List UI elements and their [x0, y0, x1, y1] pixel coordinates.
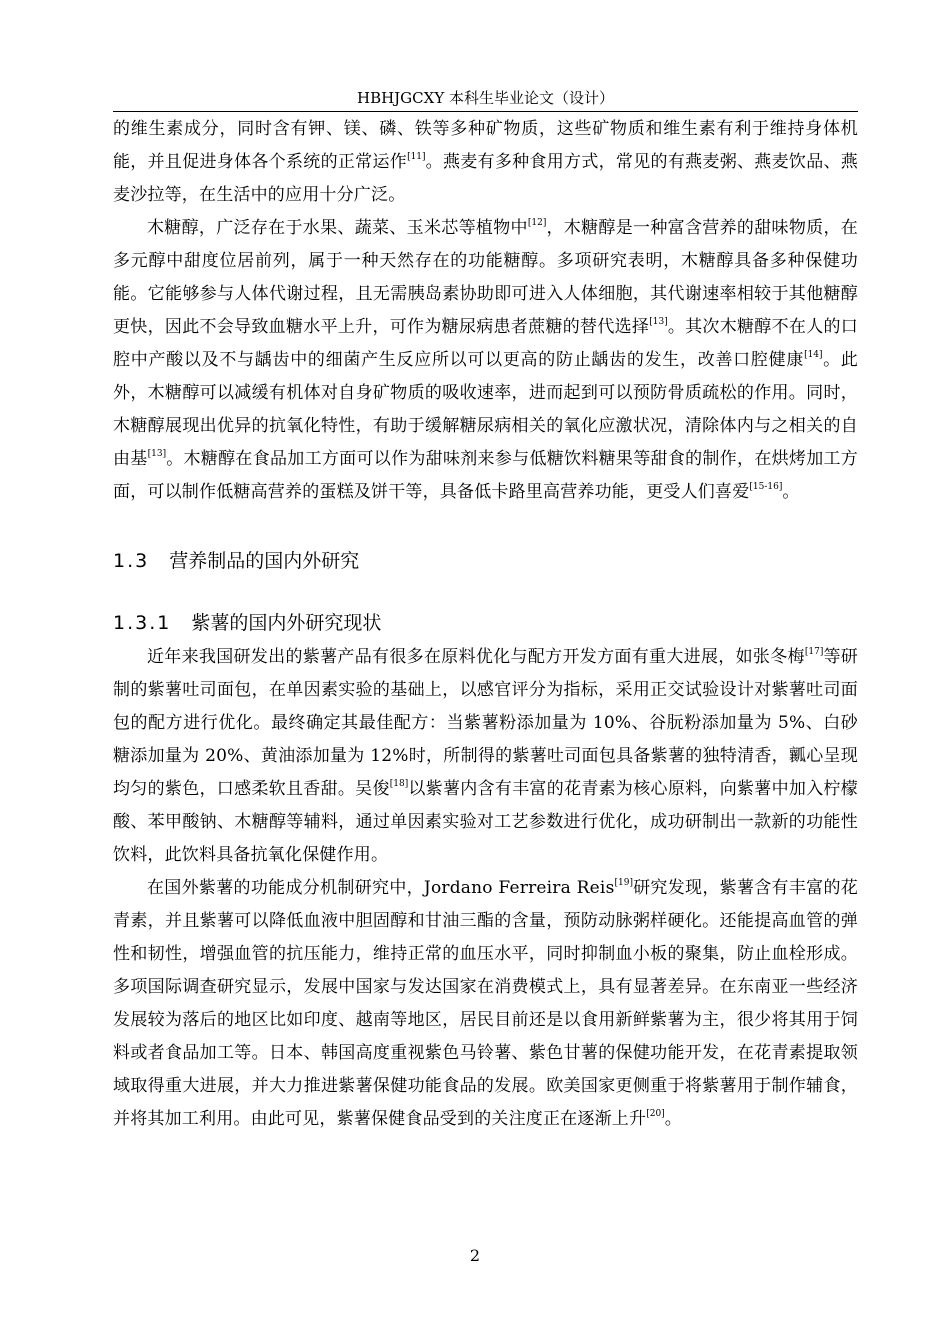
text-segment: 。此外，木糖醇可以减缓有机体对自身矿物质的吸收速率，进而起到可以预防骨质疏松的作用。同时，木糖醇展现出优异的抗氧化特性，有助于缓解糖尿病相关的氧化应激状况，清除体内与之相关的自由基 [113, 350, 858, 469]
paragraph-foreign-research [113, 872, 858, 1136]
text-segment: 。其次木糖醇不在人的口腔中产酸以及不与龋齿中的细菌产生反应所以可以更高的防止龋齿的发生，改善口腔健康 [113, 317, 858, 370]
citation-ref: [18] [389, 779, 409, 790]
section-title: 紫薯的国内外研究现状 [191, 612, 382, 634]
text-segment: 在国外紫薯的功能成分机制研究中，Jordano Ferreira Reis [147, 878, 615, 898]
text-segment: 的维生素成分，同时含有钾、镁、磷、铁等多种矿物质，这些矿物质和维生素有利于维持身体机能，并且促进身体各个系统的正常运作 [113, 119, 858, 172]
section-number: 1.3 [113, 550, 150, 572]
paragraph-xylitol [113, 212, 858, 509]
section-title: 营养制品的国内外研究 [169, 550, 360, 572]
text-segment: ，木糖醇是一种富含营养的甜味物质，在多元醇中甜度位居前列，属于一种天然存在的功能糖醇。多项研究表明，木糖醇具备多种保健功能。它能够参与人体代谢过程，且无需胰岛素协助即可进入人体细胞，其代谢速率相较于其他糖醇更快，因此不会导致血糖水平上升，可作为糖尿病患者蔗糖的替代选择 [113, 218, 858, 337]
page-number: 2 [469, 1246, 481, 1265]
citation-ref: [14] [804, 350, 823, 361]
text-segment: 近年来我国研发出的紫薯产品有很多在原料优化与配方开发方面有重大进展，如张冬梅 [147, 647, 805, 667]
text-segment: 。燕麦有多种食用方式，常见的有燕麦粥、燕麦饮品、燕麦沙拉等，在生活中的应用十分广泛。 [113, 152, 858, 205]
paragraph-domestic-research [113, 641, 858, 872]
body-text [113, 113, 858, 1136]
text-segment: 。 [664, 1109, 682, 1129]
text-segment: 等研制的紫薯吐司面包，在单因素实验的基础上，以感官评分为指标，采用正交试验设计对紫薯吐司面包的配方进行优化。最终确定其最佳配方：当紫薯粉添加量为 10%、谷朊粉添加量为 5%、白砂糖添加量为 20%、黄油添加量为 12%时，所制得的紫薯吐司面包具备紫薯的独特清香，瓤心呈现均匀的紫色，口感柔软且香甜。吴俊 [113, 647, 858, 799]
citation-ref: [12] [527, 218, 547, 229]
citation-ref: [15-16] [749, 482, 783, 493]
text-segment: 。 [782, 482, 800, 502]
header-rule [113, 111, 858, 112]
paragraph-oat-continued [113, 113, 858, 212]
section-heading-1-3 [113, 546, 858, 576]
citation-ref: [11] [407, 152, 426, 163]
text-segment: 木糖醇，广泛存在于水果、蔬菜、玉米芯等植物中 [147, 218, 528, 238]
citation-ref: [13] [649, 317, 668, 328]
text-segment: 研究发现，紫薯含有丰富的花青素，并且紫薯可以降低血液中胆固醇和甘油三酯的含量，预防动脉粥样硬化。还能提高血管的弹性和韧性，增强血管的抗压能力，维持正常的血压水平，同时抑制血小板的聚集，防止血栓形成。多项国际调查研究显示，发展中国家与发达国家在消费模式上，具有显著差异。在东南亚一些经济发展较为落后的地区比如印度、越南等地区，居民目前还是以食用新鲜紫薯为主，很少将其用于饲料或者食品加工等。日本、韩国高度重视紫色马铃薯、紫色甘薯的保健功能开发，在花青素提取领域取得重大进展，并大力推进紫薯保健功能食品的发展。欧美国家更侧重于将紫薯用于制作辅食，并将其加工利用。由此可见，紫薯保健食品受到的关注度正在逐渐上升 [113, 878, 858, 1129]
running-header: HBHJGCXY 本科生毕业论文（设计） [356, 89, 614, 107]
citation-ref: [17] [804, 647, 824, 658]
citation-ref: [20] [646, 1109, 665, 1120]
section-number: 1.3.1 [113, 612, 172, 634]
citation-ref: [13] [147, 449, 167, 460]
section-heading-1-3-1 [113, 608, 858, 638]
text-segment: 以紫薯内含有丰富的花青素为核心原料，向紫薯中加入柠檬酸、苯甲酸钠、木糖醇等辅料，通过单因素实验对工艺参数进行优化，成功研制出一款新的功能性饮料，此饮料具备抗氧化保健作用。 [113, 779, 858, 865]
text-segment: 。木糖醇在食品加工方面可以作为甜味剂来参与低糖饮料糖果等甜食的制作，在烘烤加工方面，可以制作低糖高营养的蛋糕及饼干等，具备低卡路里高营养功能，更受人们喜爱 [113, 449, 859, 502]
citation-ref: [19] [614, 878, 633, 889]
